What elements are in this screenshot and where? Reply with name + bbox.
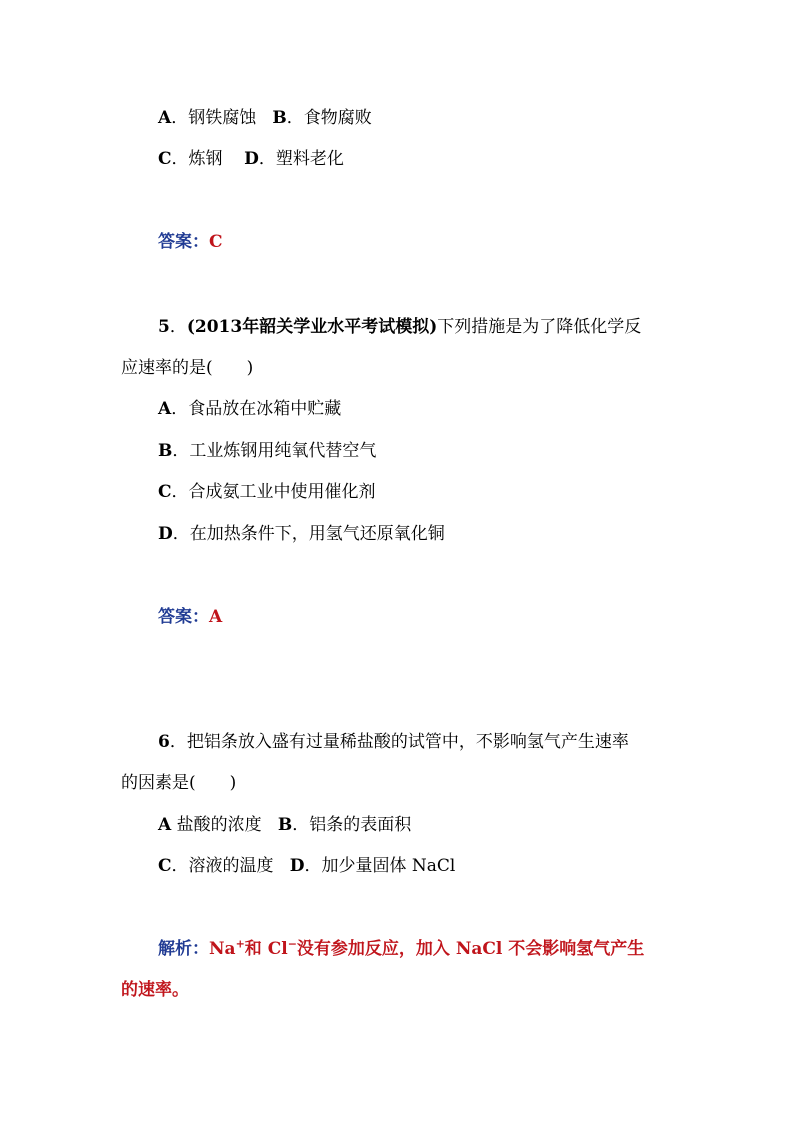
q6-stem-2: 的因素是( )	[121, 773, 237, 793]
q4-answer	[158, 231, 223, 253]
q5-source: (2013年韶关学业水平考试模拟)	[186, 317, 438, 337]
q6-analysis-rest-1: 没有参加反应，加入 NaCl 不会影响氢气产生	[296, 939, 645, 959]
q6-analysis-line-1	[158, 938, 644, 960]
q6-option-d-text: 加少量固体 NaCl	[321, 856, 456, 876]
q5-stem-2: 应速率的是( )	[121, 358, 254, 378]
q5-option-d-key: D	[158, 524, 173, 544]
q4-option-b-text: 食物腐败	[303, 108, 372, 128]
q5-stem-line-2	[121, 357, 253, 379]
q4-option-a-text: 钢铁腐蚀	[188, 108, 257, 128]
q5-number: 5	[158, 317, 170, 337]
q5-answer-label: 答案：	[158, 607, 209, 627]
q4-option-b-key: B	[272, 108, 287, 128]
q6-analysis-he: 和	[244, 939, 268, 959]
q6-analysis-cl-charge: −	[287, 937, 297, 951]
q5-option-c-text: 合成氨工业中使用催化剂	[188, 482, 376, 502]
q4-answer-label: 答案：	[158, 232, 209, 252]
q5-option-b-key: B	[158, 441, 173, 461]
q6-analysis-label: 解析：	[158, 939, 209, 959]
q5-answer-value: A	[209, 607, 223, 627]
q6-option-b-key: B	[277, 815, 293, 835]
q4-option-c-text: 炼钢	[188, 149, 223, 169]
q5-stem-line-1: 5．(2013年韶关学业水平考试模拟)下列措施是为了降低化学反	[158, 317, 642, 337]
q4-answer-value: C	[209, 232, 223, 252]
q5-option-b: B．工业炼钢用纯氧代替空气	[158, 441, 377, 461]
q6-option-a-text: 盐酸的浓度	[176, 815, 262, 835]
q6-option-c-key: C	[158, 856, 172, 876]
q6-stem-line-2	[121, 772, 236, 794]
q4-option-c-key: C	[158, 149, 172, 169]
q6-analysis-line-2	[121, 979, 189, 1001]
q6-stem-1: 把铝条放入盛有过量稀盐酸的试管中，不影响氢气产生速率	[186, 732, 629, 752]
q6-analysis-na: Na	[209, 939, 236, 959]
q6-stem-line-1: 6．把铝条放入盛有过量稀盐酸的试管中，不影响氢气产生速率	[158, 732, 629, 752]
q6-analysis-rest-2: 的速率。	[121, 980, 189, 1000]
q5-option-d-text: 在加热条件下，用氢气还原氧化铜	[189, 524, 445, 544]
q4-option-d-key: D	[244, 149, 259, 169]
q5-option-a: A．食品放在冰箱中贮藏	[158, 399, 342, 419]
q6-number: 6	[158, 732, 170, 752]
q6-option-d-key: D	[289, 856, 305, 876]
q5-option-a-key: A	[158, 399, 172, 419]
q6-option-b-text: 铝条的表面积	[309, 815, 412, 835]
q4-option-d-text: 塑料老化	[275, 149, 344, 169]
q5-option-d: D．在加热条件下，用氢气还原氧化铜	[158, 524, 445, 544]
q6-options-ab: A 盐酸的浓度 B．铝条的表面积	[158, 815, 412, 835]
q4-option-a-key: A	[158, 108, 172, 128]
q5-option-a-text: 食品放在冰箱中贮藏	[188, 399, 342, 419]
q5-stem-1: 下列措施是为了降低化学反	[437, 317, 642, 337]
q6-option-c-text: 溶液的温度	[188, 856, 274, 876]
q5-option-c: C．合成氨工业中使用催化剂	[158, 482, 376, 502]
q6-options-cd: C．溶液的温度 D．加少量固体 NaCl	[158, 856, 456, 876]
q4-options-ab: A．钢铁腐蚀 B．食物腐败	[158, 108, 372, 128]
q5-answer	[158, 606, 222, 628]
q5-option-b-text: 工业炼钢用纯氧代替空气	[189, 441, 377, 461]
q6-analysis-cl: Cl	[267, 939, 288, 959]
q6-option-a-key: A	[158, 815, 172, 835]
q5-option-c-key: C	[158, 482, 172, 502]
q4-options-cd: C．炼钢 D．塑料老化	[158, 149, 344, 169]
q6-analysis-na-charge: +	[235, 937, 245, 951]
